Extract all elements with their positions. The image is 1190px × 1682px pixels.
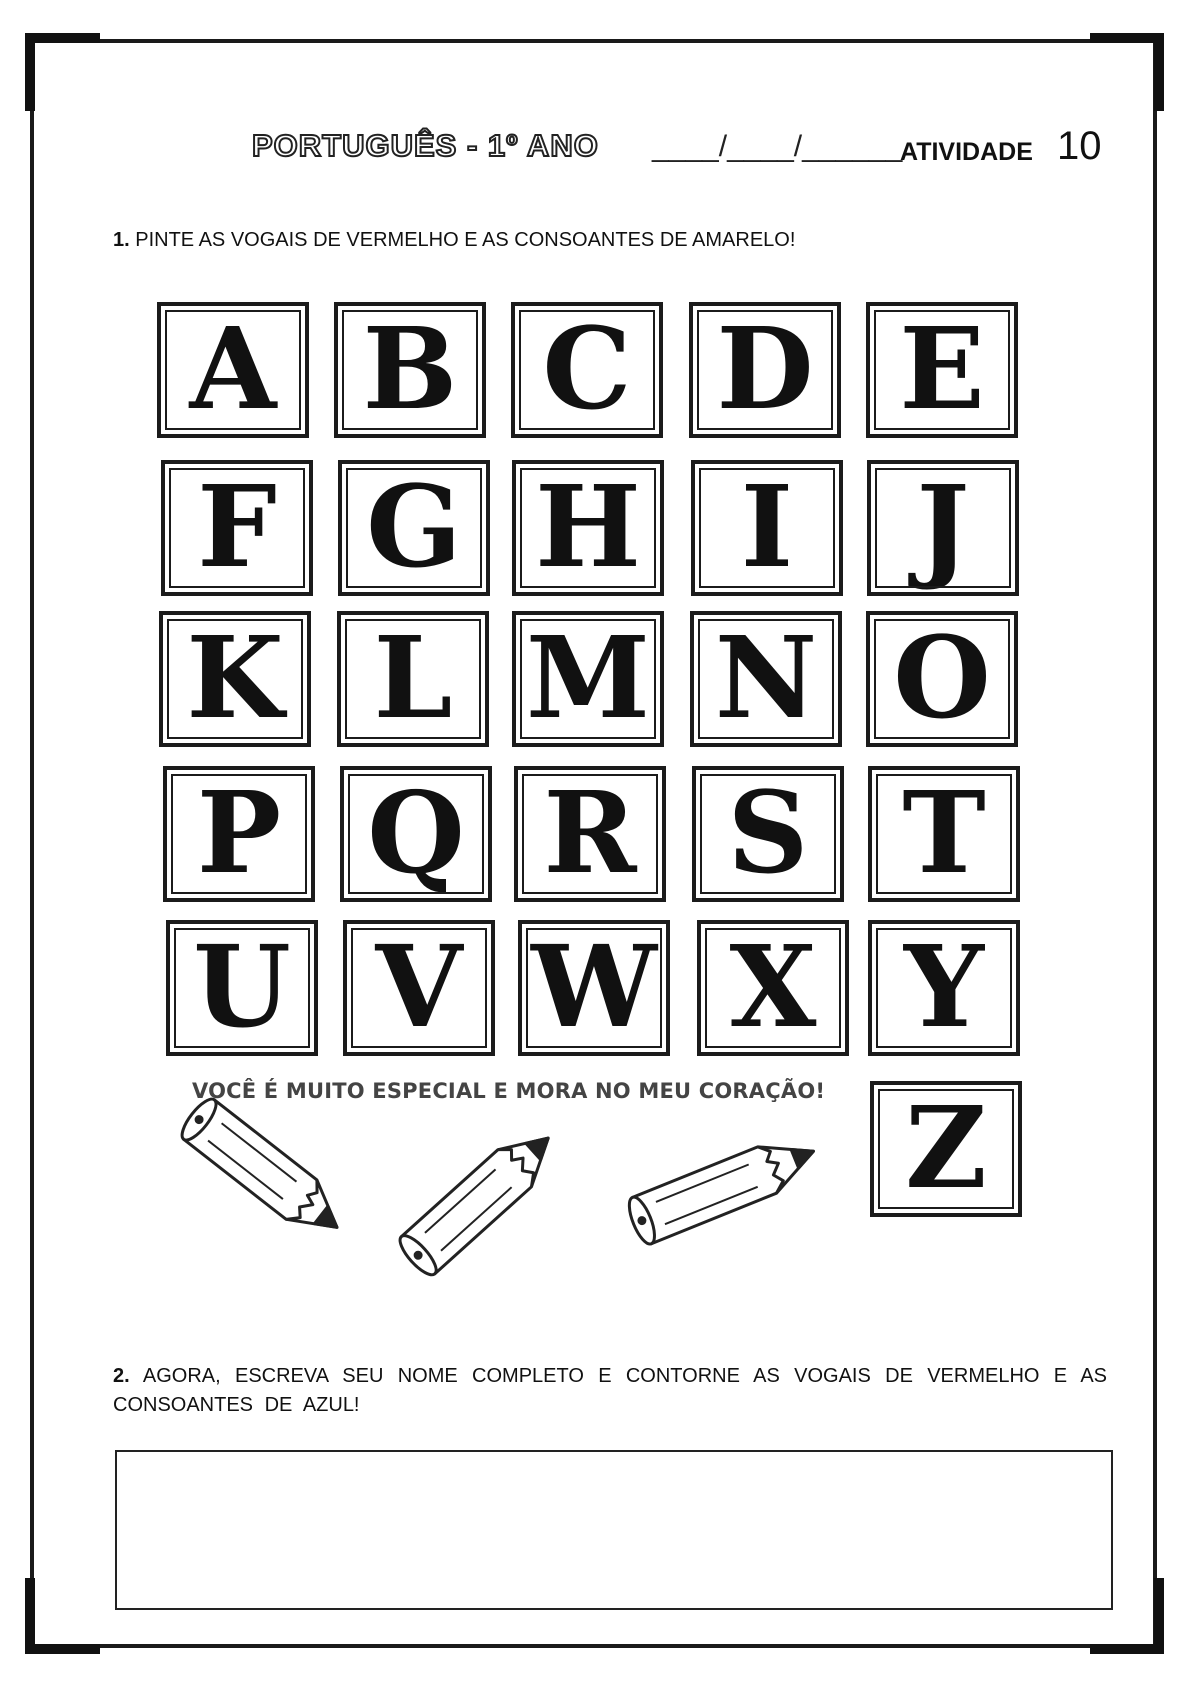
letter-tile-v[interactable]: [343, 920, 495, 1056]
frame-corner-top-left-h: [25, 33, 100, 43]
question-1-text: PINTE AS VOGAIS DE VERMELHO E AS CONSOANTES DE AMARELO!: [129, 229, 796, 251]
letter-tile-n[interactable]: [690, 611, 842, 747]
letter-tile-c[interactable]: [511, 302, 663, 438]
letter-tile-k[interactable]: [159, 611, 311, 747]
letter-tile-d[interactable]: [689, 302, 841, 438]
encouragement-message: VOCÊ É MUITO ESPECIAL E MORA NO MEU CORAÇÃO!: [192, 1079, 826, 1103]
letter-t: T: [902, 768, 986, 899]
letter-tile-b[interactable]: [334, 302, 486, 438]
letter-x: X: [729, 922, 817, 1053]
letter-p: P: [196, 768, 282, 899]
pencil-illustration-left: [170, 1090, 370, 1260]
letter-tile-t[interactable]: [868, 766, 1020, 902]
frame-corner-top-right-h: [1090, 33, 1164, 43]
letter-tile-e[interactable]: [866, 302, 1018, 438]
question-2: [113, 1362, 1107, 1420]
letter-tile-r[interactable]: [514, 766, 666, 902]
letter-l: L: [373, 613, 453, 744]
letter-r: R: [543, 768, 637, 899]
letter-q: Q: [367, 768, 465, 899]
frame-corner-bottom-right: [1154, 1578, 1164, 1654]
frame-corner-bottom-left-h: [25, 1644, 100, 1654]
letter-a: A: [189, 304, 277, 435]
frame-corner-top-right: [1154, 33, 1164, 111]
letter-o: O: [893, 613, 991, 744]
letter-tile-m[interactable]: [512, 611, 664, 747]
letter-tile-a[interactable]: [157, 302, 309, 438]
letter-n: N: [714, 613, 818, 744]
letter-k: K: [186, 613, 284, 744]
letter-tile-j[interactable]: [867, 460, 1019, 596]
question-2-text: AGORA, ESCREVA SEU NOME COMPLETO E CONTORNE AS VOGAIS DE VERMELHO E AS CONSOANTES DE AZUL!: [113, 1365, 1107, 1416]
letter-i: I: [740, 462, 794, 593]
letter-m: M: [526, 613, 650, 744]
pencil-illustration-middle: [385, 1105, 585, 1285]
letter-c: C: [542, 304, 632, 435]
letter-e: E: [899, 304, 985, 435]
letter-u: U: [193, 922, 291, 1053]
letter-tile-z[interactable]: [870, 1081, 1022, 1217]
activity-label: ATIVIDADE: [900, 138, 1033, 166]
frame-corner-top-left: [25, 33, 35, 111]
letter-s: S: [727, 768, 809, 899]
letter-tile-l[interactable]: [337, 611, 489, 747]
letter-h: H: [535, 462, 641, 593]
letter-f: F: [197, 462, 277, 593]
letter-tile-g[interactable]: [338, 460, 490, 596]
letter-v: V: [375, 922, 463, 1053]
pencil-illustration-right: [620, 1105, 840, 1265]
letter-z: Z: [905, 1083, 987, 1214]
question-1-number: 1.: [113, 229, 130, 251]
letter-d: D: [716, 304, 814, 435]
question-1: [113, 226, 795, 255]
letter-tile-h[interactable]: [512, 460, 664, 596]
frame-corner-bottom-right-h: [1090, 1644, 1164, 1654]
worksheet-header: [0, 120, 1190, 176]
letter-tile-p[interactable]: [163, 766, 315, 902]
question-2-number: 2.: [113, 1365, 130, 1387]
letter-g: G: [366, 462, 462, 593]
letter-tile-x[interactable]: [697, 920, 849, 1056]
letter-j: J: [916, 462, 970, 593]
letter-tile-i[interactable]: [691, 460, 843, 596]
subject-title: PORTUGUÊS - 1º ANO: [252, 128, 599, 163]
letter-b: B: [362, 304, 458, 435]
frame-corner-bottom-left: [25, 1578, 35, 1654]
letter-w: W: [531, 922, 657, 1053]
letter-y: Y: [904, 922, 984, 1053]
date-field[interactable]: ____/____/______: [652, 130, 903, 163]
name-answer-box[interactable]: [115, 1450, 1113, 1610]
letter-tile-u[interactable]: [166, 920, 318, 1056]
letter-tile-f[interactable]: [161, 460, 313, 596]
letter-tile-y[interactable]: [868, 920, 1020, 1056]
letter-tile-q[interactable]: [340, 766, 492, 902]
letter-tile-s[interactable]: [692, 766, 844, 902]
activity-number: 10: [1057, 124, 1102, 168]
letter-tile-o[interactable]: [866, 611, 1018, 747]
letter-tile-w[interactable]: [518, 920, 670, 1056]
